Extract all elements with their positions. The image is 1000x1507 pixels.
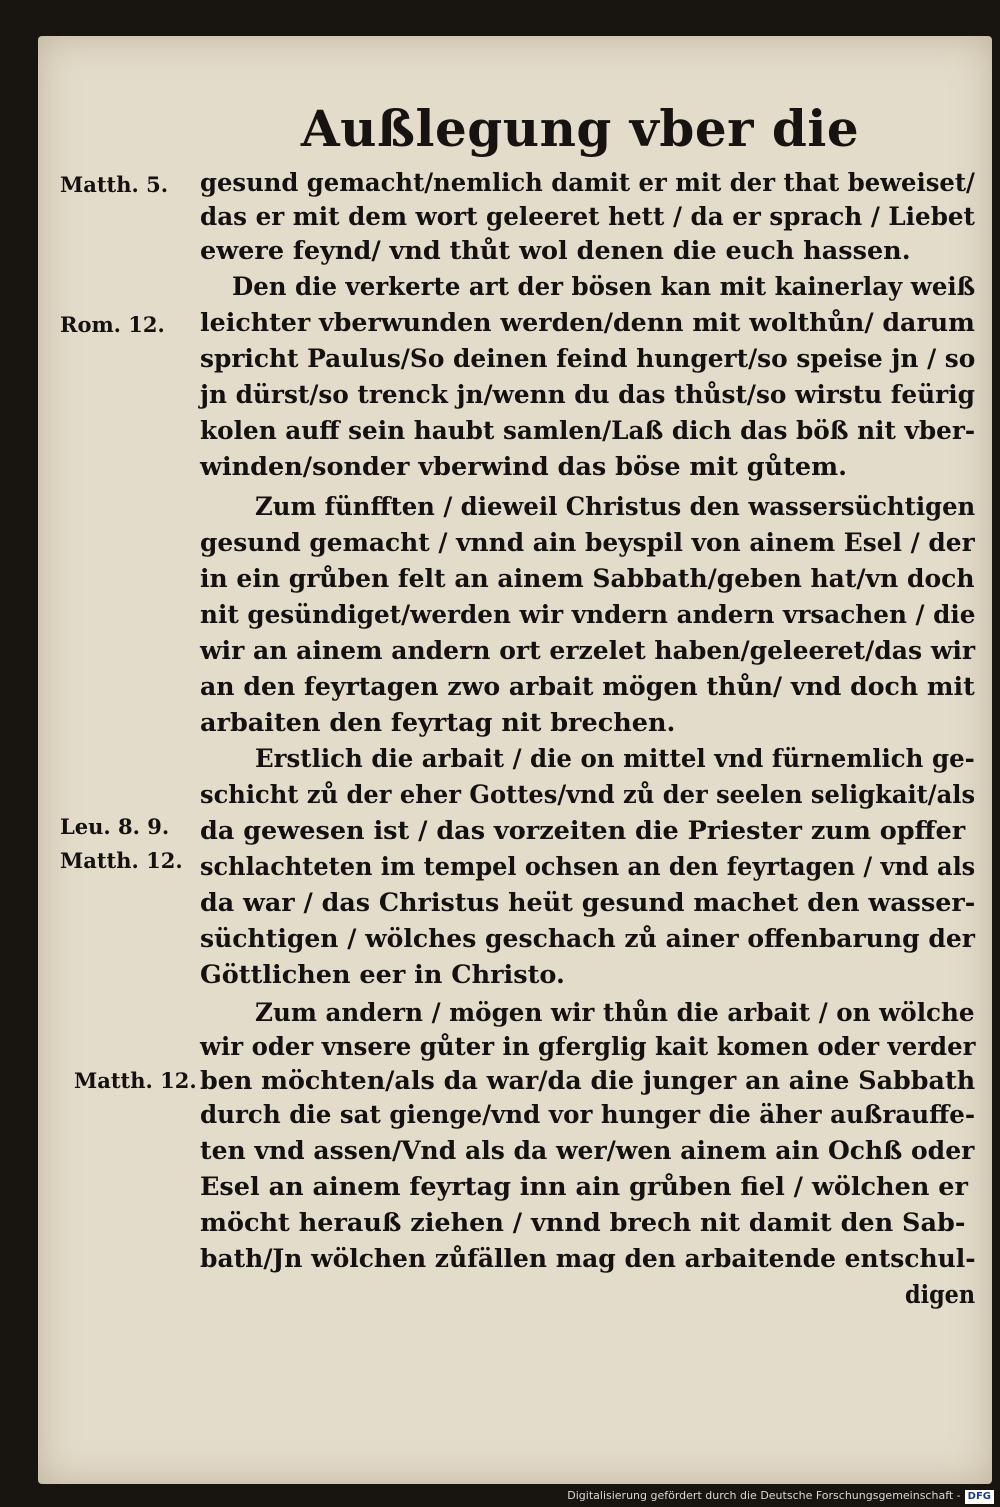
page-title: Außlegung vber die [300, 99, 860, 158]
margin-note: Leu. 8. 9. [60, 814, 170, 839]
text-line: leichter vberwunden werden/denn mit wolthůn/ darum [200, 308, 975, 338]
text-line: Esel an ainem feyrtag inn ain grůben fiel / wölchen er [200, 1172, 968, 1202]
text-line: da war / das Christus heüt gesund machet den wasser- [200, 888, 976, 918]
text-line: möcht herauß ziehen / vnnd brech nit damit den Sab- [200, 1208, 966, 1238]
text-line: an den feyrtagen zwo arbait mögen thůn/ vnd doch mit [200, 672, 975, 702]
dfg-logo: DFG [965, 1490, 994, 1504]
text-line: nit gesündiget/werden wir vndern andern vrsachen / die [200, 600, 976, 630]
footer-text: Digitalisierung gefördert durch die Deutsche Forschungsgemeinschaft - [567, 1489, 961, 1502]
margin-note: Matth. 5. [60, 172, 169, 197]
text-line: in ein grůben felt an ainem Sabbath/geben hat/vn doch [200, 564, 975, 594]
text-line: schicht zů der eher Gottes/vnd zů der seelen seligkait/als [200, 780, 976, 810]
margin-note: Rom. 12. [60, 312, 165, 337]
text-line: gesund gemacht / vnnd ain beyspil von ainem Esel / der [200, 528, 975, 558]
text-line: da gewesen ist / das vorzeiten die Priester zum opffer [200, 816, 966, 846]
text-line: winden/sonder vberwind das böse mit gůtem. [200, 452, 847, 482]
text-line: ben möchten/als da war/da die junger an aine Sabbath [200, 1066, 976, 1096]
text-line: ewere feynd/ vnd thůt wol denen die euch hassen. [200, 236, 911, 266]
text-line: durch die sat gienge/vnd vor hunger die äher außrauffe- [200, 1100, 976, 1130]
text-line: schlachteten im tempel ochsen an den feyrtagen / vnd als [200, 852, 976, 882]
text-line: gesund gemacht/nemlich damit er mit der that beweiset/ [200, 168, 975, 198]
text-line: bath/Jn wölchen zůfällen mag den arbaitende entschul- [200, 1244, 976, 1274]
text-line: arbaiten den feyrtag nit brechen. [200, 708, 676, 738]
text-line: wir an ainem andern ort erzelet haben/geleeret/das wir [200, 636, 976, 666]
text-line: süchtigen / wölches geschach zů ainer offenbarung der [200, 924, 975, 954]
catchword: digen [905, 1280, 976, 1310]
text-line: jn dürst/so trenck jn/wenn du das thůst/so wirstu feürig [200, 380, 975, 410]
text-line: Zum andern / mögen wir thůn die arbait / on wölche [255, 998, 975, 1028]
text-line: das er mit dem wort geleeret hett / da er sprach / Liebet [200, 202, 975, 232]
margin-note: Matth. 12. [60, 848, 183, 873]
text-line: spricht Paulus/So deinen feind hungert/so speise jn / so [200, 344, 976, 374]
text-line: Zum fünfften / dieweil Christus den wassersüchtigen [255, 492, 976, 522]
text-line: ten vnd assen/Vnd als da wer/wen ainem ain Ochß oder [200, 1136, 975, 1166]
text-line: Erstlich die arbait / die on mittel vnd fürnemlich ge- [255, 744, 975, 774]
margin-note: Matth. 12. [74, 1068, 197, 1093]
footer-credit [567, 1487, 994, 1505]
text-line: Göttlichen eer in Christo. [200, 960, 565, 990]
text-line: kolen auff sein haubt samlen/Laß dich das böß nit vber- [200, 416, 976, 446]
text-line: Den die verkerte art der bösen kan mit kainerlay weiß [232, 272, 976, 302]
text-line: wir oder vnsere gůter in gferglig kait komen oder verder [200, 1032, 976, 1062]
